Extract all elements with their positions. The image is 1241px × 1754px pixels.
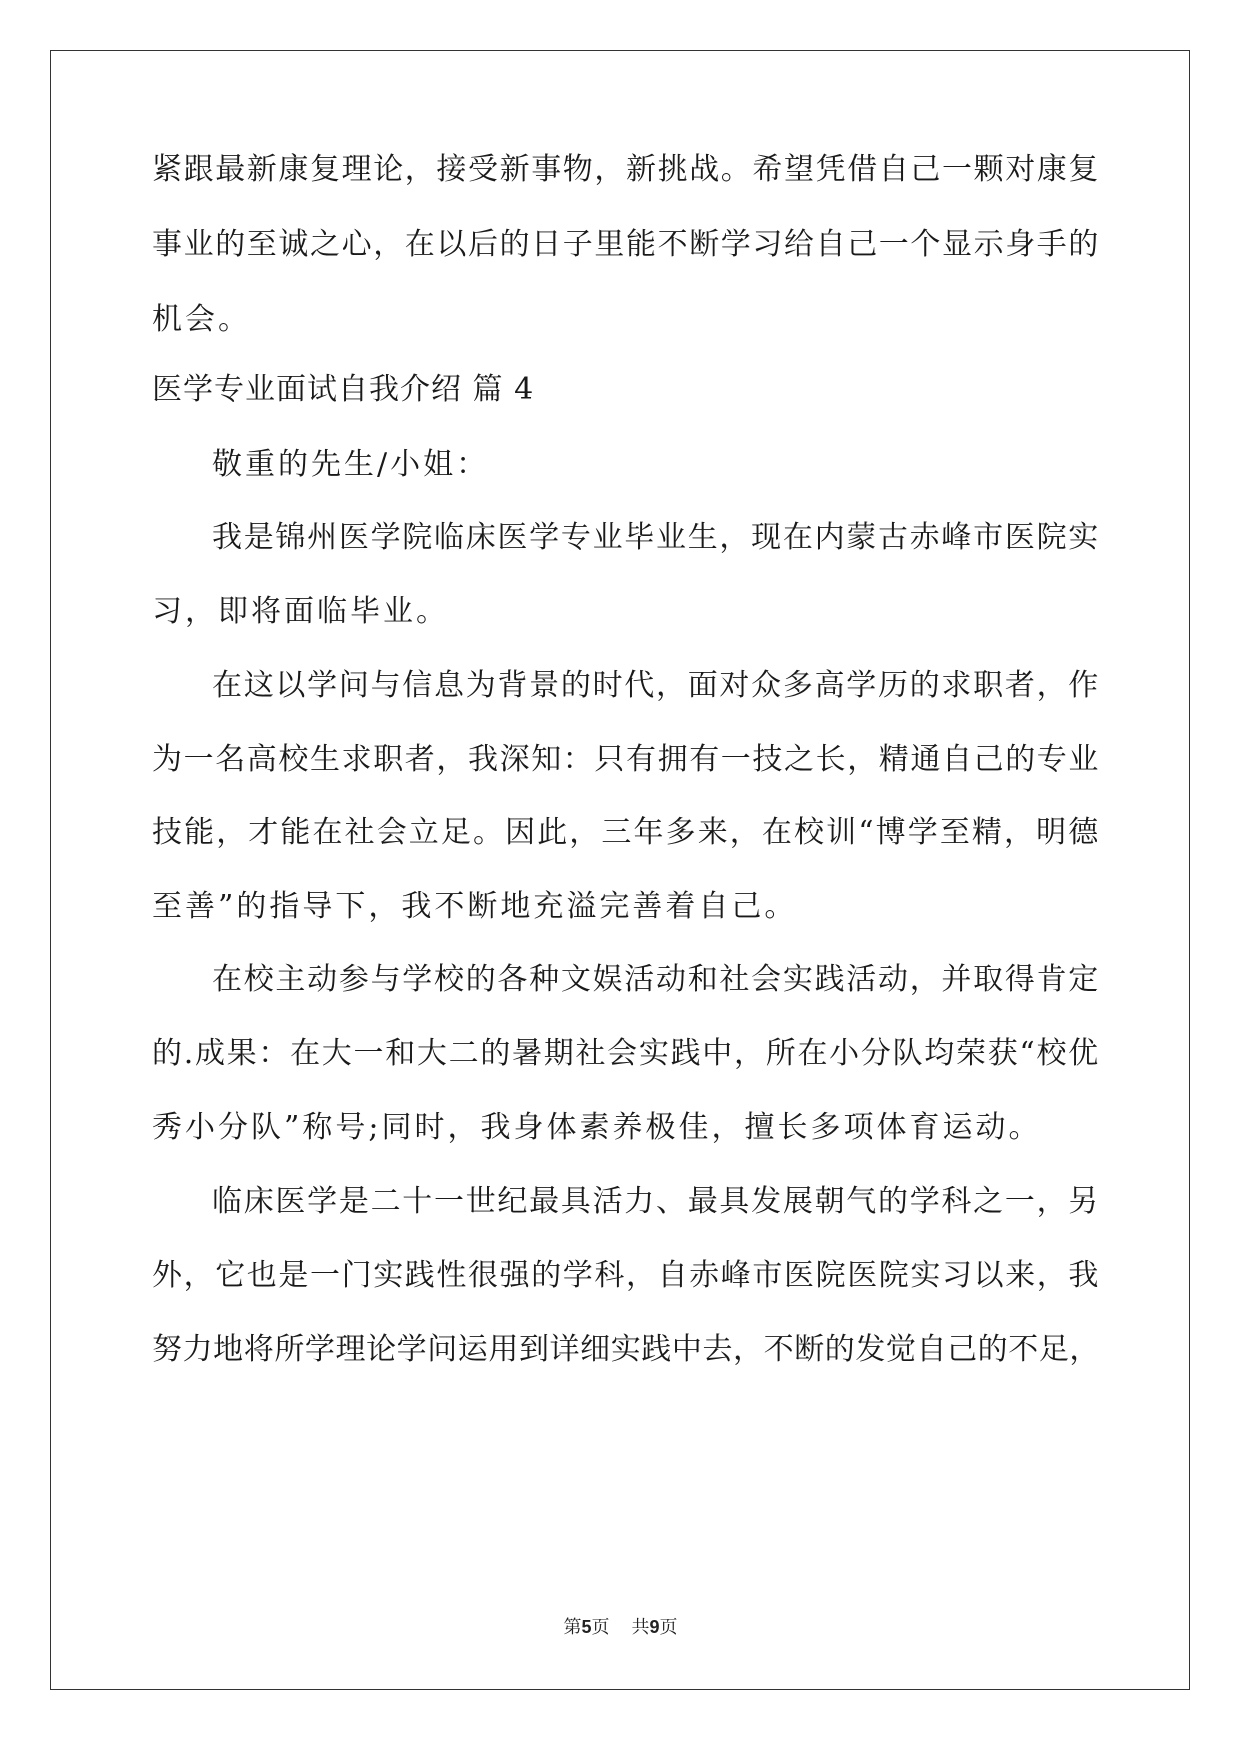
body-line: 习，即将面临毕业。 (152, 594, 449, 629)
body-line: 在这以学问与信息为背景的时代，面对众多高学历的求职者，作 (212, 668, 1100, 703)
page-frame (50, 50, 1190, 1690)
body-line: 的.成果：在大一和大二的暑期社会实践中，所在小分队均荣获“校优 (152, 1036, 1100, 1071)
body-line: 为一名高校生求职者，我深知：只有拥有一技之长，精通自己的专业 (152, 742, 1100, 777)
salutation: 敬重的先生/小姐： (212, 447, 490, 482)
total-pages: 9 (649, 1617, 660, 1637)
body-line: 在校主动参与学校的各种文娱活动和社会实践活动，并取得肯定 (212, 962, 1100, 997)
body-line: 临床医学是二十一世纪最具活力、最具发展朝气的学科之一，另 (212, 1184, 1100, 1219)
footer-prefix: 第 (563, 1617, 582, 1638)
footer-total-prefix: 共 (631, 1617, 650, 1638)
page-footer (0, 1615, 1241, 1640)
page-number: 5 (581, 1617, 592, 1637)
body-line: 机会。 (152, 302, 251, 337)
footer-total-suffix: 页 (659, 1617, 678, 1638)
footer-page-suffix: 页 (591, 1617, 610, 1638)
body-line: 我是锦州医学院临床医学专业毕业生，现在内蒙古赤峰市医院实 (212, 520, 1100, 555)
body-line: 努力地将所学理论学问运用到详细实践中去，不断的发觉自己的不足， (152, 1332, 1100, 1367)
body-line: 技能，才能在社会立足。因此，三年多来，在校训“博学至精，明德 (152, 815, 1101, 850)
body-line: 秀小分队”称号;同时，我身体素养极佳，擅长多项体育运动。 (152, 1110, 1042, 1145)
body-line: 事业的至诚之心，在以后的日子里能不断学习给自己一个显示身手的 (152, 227, 1100, 262)
body-line: 至善”的指导下，我不断地充溢完善着自己。 (152, 889, 798, 924)
body-line: 紧跟最新康复理论，接受新事物，新挑战。希望凭借自己一颗对康复 (152, 152, 1100, 187)
body-line: 外，它也是一门实践性很强的学科，自赤峰市医院医院实习以来，我 (152, 1258, 1100, 1293)
section-heading: 医学专业面试自我介绍 篇 4 (152, 372, 535, 407)
